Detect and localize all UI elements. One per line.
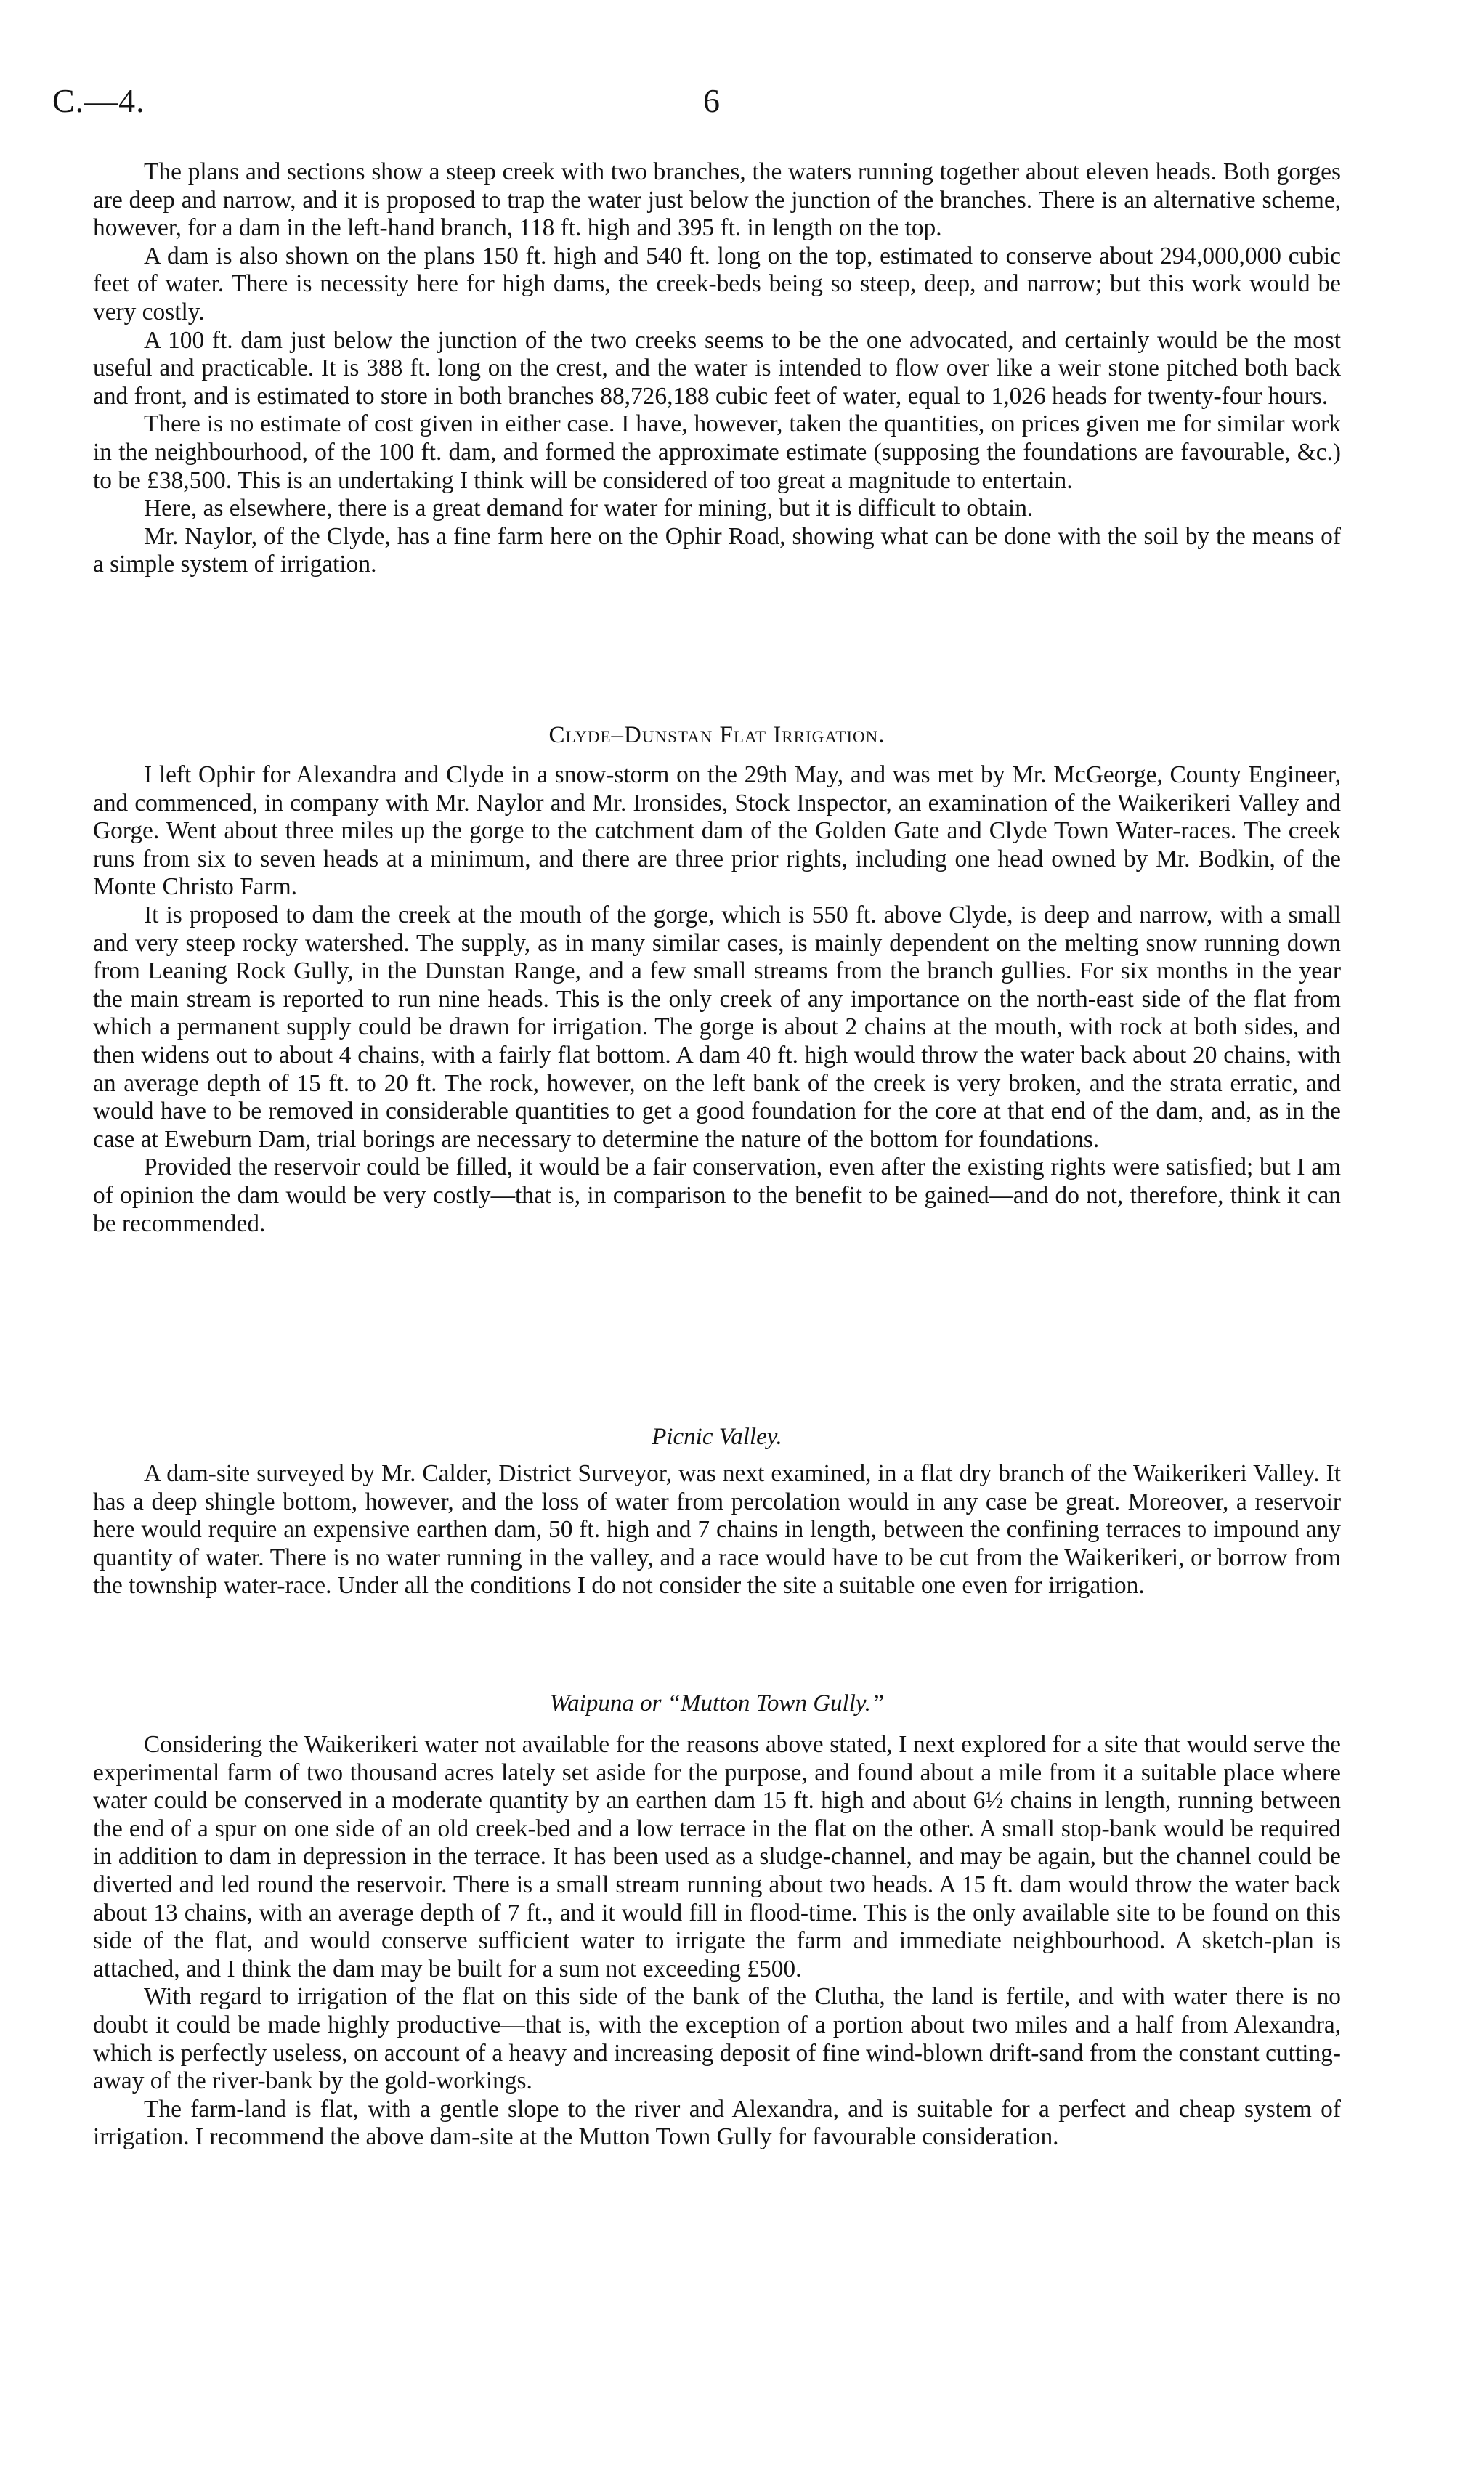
- paragraph: It is proposed to dam the creek at the mouth of the gorge, which is 550 ft. above Clyde, is deep and narrow, with a small and very steep rocky watershed. The supply, as in many similar cases, is mainly dependent on the melting snow running down from Leaning Rock Gully, in the Dunstan Range, and a few small streams from the branch gullies. For six months in the year the main stream is reported to run nine heads. This is the only creek of any importance on the north-east side of the flat from which a permanent supply could be drawn for irrigation. The gorge is about 2 chains at the mouth, with rock at both sides, and then widens out to about 4 chains, with a fairly flat bottom. A dam 40 ft. high would throw the water back about 20 chains, with an average depth of 15 ft. to 20 ft. The rock, however, on the left bank of the creek is very broken, and the strata erratic, and would have to be removed in considerable quantities to get a good foundation for the core at that end of the dam, and, as in the case at Eweburn Dam, trial borings are necessary to determine the nature of the bottom for foundations.: [93, 901, 1341, 1153]
- section-heading-waipuna: Waipuna or “Mutton Town Gully.”: [549, 1690, 885, 1717]
- paragraph: A dam-site surveyed by Mr. Calder, District Surveyor, was next examined, in a flat dry branch of the Waikerikeri Valley. It has a deep shingle bottom, however, and the loss of water from percolation would in any case be great. Moreover, a reservoir here would require an expensive earthen dam, 50 ft. high and 7 chains in length, between the confining terraces to impound any quantity of water. There is no water running in the valley, and a race would have to be cut from the Waikerikeri, or borrow from the township water-race. Under all the conditions I do not consider the site a suitable one even for irrigation.: [93, 1460, 1341, 1600]
- clyde-section: [93, 761, 1341, 1238]
- paragraph: I left Ophir for Alexandra and Clyde in a snow-storm on the 29th May, and was met by Mr. McGeorge, County Engineer, and commenced, in company with Mr. Naylor and Mr. Ironsides, Stock Inspector, an examination of the Waikerikeri Valley and Gorge. Went about three miles up the gorge to the catchment dam of the Golden Gate and Clyde Town Water-races. The creek runs from six to seven heads at a minimum, and there are three prior rights, including one head owned by Mr. Bodkin, of the Monte Christo Farm.: [93, 761, 1341, 901]
- paragraph: Considering the Waikerikeri water not available for the reasons above stated, I next explored for a site that would serve the experimental farm of two thousand acres lately set aside for the purpose, and found about a mile from it a suitable place where water could be conserved in a moderate quantity by an earthen dam 15 ft. high and about 6½ chains in length, running between the end of a spur on one side of an old creek-bed and a low terrace in the flat on the other. A small stop-bank would be required in addition to dam in depression in the terrace. It has been used as a sludge-channel, and may be again, but the channel could be diverted and led round the reservoir. There is a small stream running about two heads. A 15 ft. dam would throw the water back about 13 chains, with an average depth of 7 ft., and it would fill in flood-time. This is the only available site to be found on this side of the flat, and would conserve sufficient water to irrigate the farm and immediate neighbourhood. A sketch-plan is attached, and I think the dam may be built for a sum not exceeding £500.: [93, 1731, 1341, 1982]
- intro-section: [93, 158, 1341, 579]
- waipuna-section: [93, 1731, 1341, 2152]
- paragraph: Provided the reservoir could be filled, it would be a fair conservation, even after the existing rights were satisfied; but I am of opinion the dam would be very costly—that is, in comparison to the benefit to be gained—and do not, therefore, think it can be recommended.: [93, 1154, 1341, 1237]
- paragraph: Mr. Naylor, of the Clyde, has a fine farm here on the Ophir Road, showing what can be done with the soil by the means of a simple system of irrigation.: [93, 522, 1341, 578]
- document-reference: C.—4.: [52, 82, 145, 119]
- paragraph: Here, as elsewhere, there is a great demand for water for mining, but it is difficult to obtain.: [144, 495, 1034, 522]
- paragraph: The farm-land is flat, with a gentle slope to the river and Alexandra, and is suitable for a perfect and cheap system of irrigation. I recommend the above dam-site at the Mutton Town Gully for favourable consideration.: [93, 2095, 1341, 2151]
- paragraph: There is no estimate of cost given in either case. I have, however, taken the quantities, on prices given me for similar work in the neighbourhood, of the 100 ft. dam, and formed the approximate estimate (supposing the foundations are favourable, &c.) to be £38,500. This is an undertaking I think will be considered of too great a magnitude to entertain.: [93, 410, 1341, 494]
- section-heading-clyde-dunstan: Clyde–Dunstan Flat Irrigation.: [548, 722, 885, 748]
- paragraph: A dam is also shown on the plans 150 ft. high and 540 ft. long on the top, estimated to conserve about 294,000,000 cubic feet of water. There is necessity here for high dams, the creek-beds being so steep, deep, and narrow; but this work would be very costly.: [93, 242, 1341, 325]
- section-heading-picnic-valley: Picnic Valley.: [652, 1424, 782, 1450]
- paragraph: The plans and sections show a steep creek with two branches, the waters running together about eleven heads. Both gorges are deep and narrow, and it is proposed to trap the water just below the junction of the branches. There is an alternative scheme, however, for a dam in the left-hand branch, 118 ft. high and 395 ft. in length on the top.: [93, 158, 1341, 242]
- paragraph: A 100 ft. dam just below the junction of the two creeks seems to be the one advocated, and certainly would be the most useful and practicable. It is 388 ft. long on the crest, and the water is intended to flow over like a weir stone pitched both back and front, and is estimated to store in both branches 88,726,188 cubic feet of water, equal to 1,026 heads for twenty-four hours.: [93, 326, 1341, 410]
- paragraph: With regard to irrigation of the flat on this side of the bank of the Clutha, the land is fertile, and with water there is no doubt it could be made highly productive—that is, with the exception of a portion about two miles and a half from Alexandra, which is perfectly useless, on account of a heavy and increasing deposit of fine wind-blown drift-sand from the constant cutting-away of the river-bank by the gold-workings.: [93, 1983, 1341, 2095]
- page-number: 6: [703, 82, 720, 119]
- picnic-section: [93, 1460, 1341, 1600]
